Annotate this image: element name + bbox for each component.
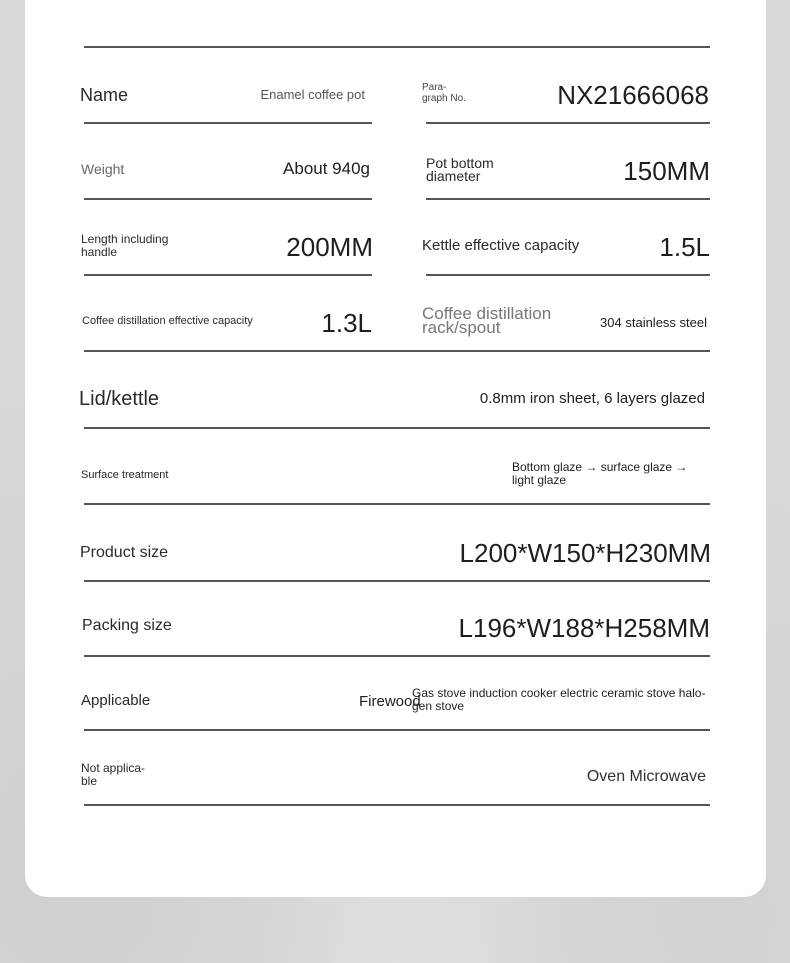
- product-size-value: L200*W150*H230MM: [459, 538, 711, 568]
- divider: [84, 350, 710, 352]
- name-label: Name: [80, 85, 129, 105]
- paragraph-label: Para- graph No.: [422, 82, 466, 104]
- packing-size-value: L196*W188*H258MM: [458, 613, 710, 643]
- divider: [426, 122, 710, 124]
- divider: [426, 198, 710, 200]
- divider: [84, 198, 372, 200]
- product-size-label: Product size: [80, 544, 169, 561]
- rack-spout-value: 304 stainless steel: [600, 315, 707, 330]
- divider: [84, 729, 710, 731]
- coffee-capacity-label: Coffee distillation effective capacity: [82, 315, 253, 327]
- not-applicable-label: Not applica- ble: [81, 761, 146, 788]
- applicable-value-firewood: Firewood: [359, 693, 421, 710]
- lid-kettle-value: 0.8mm iron sheet, 6 layers glazed: [479, 390, 705, 407]
- not-applicable-value: Oven Microwave: [586, 768, 706, 785]
- divider: [84, 503, 710, 505]
- divider: [84, 580, 710, 582]
- kettle-capacity-value: 1.5L: [659, 232, 710, 262]
- divider: [84, 427, 710, 429]
- length-label: Length including handle: [81, 232, 169, 259]
- kettle-capacity-label: Kettle effective capacity: [422, 237, 580, 254]
- divider: [84, 655, 710, 657]
- divider: [426, 274, 710, 276]
- divider: [84, 804, 710, 806]
- applicable-label: Applicable: [81, 692, 151, 709]
- divider: [84, 274, 372, 276]
- rack-spout-label: Coffee distillation rack/spout: [422, 304, 552, 337]
- weight-value: About 940g: [283, 159, 370, 178]
- length-value: 200MM: [286, 232, 373, 262]
- packing-size-label: Packing size: [82, 617, 172, 634]
- coffee-capacity-value: 1.3L: [321, 308, 372, 338]
- divider: [84, 46, 710, 48]
- weight-label: Weight: [81, 161, 125, 177]
- bottom-diameter-value: 150MM: [623, 156, 710, 186]
- paragraph-value: NX21666068: [557, 80, 709, 110]
- applicable-value-stoves: Gas stove induction cooker electric ceramic stove halo- gen stove: [412, 686, 706, 713]
- lid-kettle-label: Lid/kettle: [79, 388, 160, 410]
- surface-treatment-value: Bottom glaze → surface glaze → light glaze: [512, 460, 688, 487]
- bottom-diameter-label: Pot bottom diameter: [426, 155, 494, 184]
- divider: [84, 122, 372, 124]
- surface-treatment-label: Surface treatment: [81, 469, 169, 481]
- name-value: Enamel coffee pot: [260, 87, 365, 102]
